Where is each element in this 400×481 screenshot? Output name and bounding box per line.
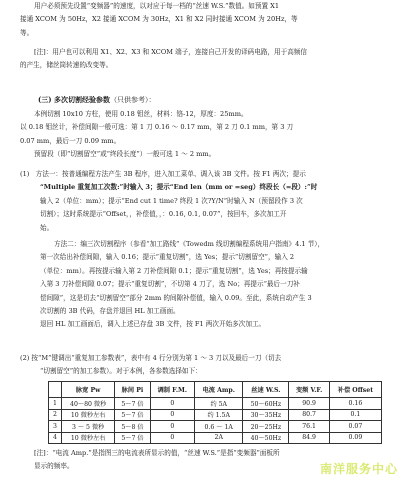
text-line: “切割留空”的加工参数）。对于本例，各参数选择如下：	[40, 367, 202, 376]
table-cell: 50～60Hz	[243, 398, 289, 410]
section-heading	[38, 95, 156, 105]
table-cell: 76.1	[289, 421, 329, 433]
table-cell: 84.9	[289, 432, 329, 444]
text-line: “Multiple 重复加工次数:”时输入 3；提示“End len（mm or =seg）终段长（=段）:”时	[40, 183, 318, 192]
table-cell: 40～50Hz	[243, 432, 289, 444]
text-line: 显示的频率。	[34, 462, 74, 471]
table-cell: 2	[49, 409, 62, 421]
text-line: 接通 XCOM 为 50Hz，X2 接通 XCOM 为 30Hz，X1 和 X2 同时接通 XCOM 为 20Hz，等	[20, 15, 298, 24]
table-header: 补偿 Offset	[329, 382, 381, 398]
table-cell: 3 ～ 5 微秒	[62, 421, 115, 433]
text-line: 始。	[40, 223, 54, 232]
text-line: 次切割的 3B 代码，存盘并退回 HL 加工画面。	[40, 307, 180, 316]
table-cell: 5～8 倍	[115, 421, 150, 433]
note-paragraph	[20, 46, 380, 73]
params-paragraph	[20, 108, 380, 162]
watermark-logo: 南洋服务中心	[319, 462, 398, 476]
table-cell: 0.07	[329, 421, 381, 433]
text-line: 用户必须预先设置“变频器”的速度，以对应于每一档的“丝速 W.S.”数值。如预置 X1	[34, 2, 280, 10]
table-cell: 10 微秒左右	[62, 432, 115, 444]
text-line: 的产生，储丝筒转速的改变等。	[20, 61, 113, 70]
table-cell: 2A	[195, 432, 243, 444]
text-line: 切割）；这时系统提示“Offset，，补偿值，，：0.16, 0.1, 0.07”，按回车，多次加工开	[40, 210, 287, 219]
table-row	[49, 421, 382, 433]
repeat-params-table	[48, 381, 382, 444]
table-header: 调制 F.M.	[150, 382, 195, 398]
method-one-paragraph	[20, 168, 380, 235]
table-header: 电流 Amp.	[195, 382, 243, 398]
text-line: 输入 2（单位：mm）；提示“End cut 1 time? 终段 1 次?Y/N”时输入 N（预留段作 3 次	[40, 196, 303, 205]
text-line: [注]：“电流 Amp.”是指图三的电流表所显示的值，“丝速 W.S.”是指“变频器”面板所	[34, 449, 280, 457]
text-line: 0.07 mm，最后一刀 0.09 mm。	[20, 136, 121, 145]
text-line: 方法二：编三次切割程序（参看“加工路线”《Towedm 线切割编程系统用户指南》4.1 节），	[54, 240, 325, 248]
table-header: 脉宽 Pw	[62, 382, 115, 398]
table-cell: 5～7 倍	[115, 432, 150, 444]
table-cell: 1	[49, 398, 62, 410]
text-line: (2) 按“M”键调出“重复加工参数表”，表中有 4 行分别为第 1 ～ 3 刀以及最后一刀（切去	[20, 354, 282, 362]
table-cell: 40～80 微秒	[62, 398, 115, 410]
text-line: 第一次给出补偿间隙，输入 0.16；提示“重复切割”，选 Yes；提示“切割留空”，输入 2	[40, 253, 295, 262]
table-header: 变频 V.F.	[289, 382, 329, 398]
table-cell: 0.16	[329, 398, 381, 410]
table-cell: 90.9	[289, 398, 329, 410]
intro-paragraph	[20, 0, 380, 40]
step-two-paragraph	[20, 352, 380, 379]
section-title: (三) 多次切割经验参数	[38, 95, 111, 104]
text-line: 退回 HL 加工画面后，调入上述已存盘 3B 文件，按 F1 两次开始多次加工。	[40, 320, 266, 329]
table-cell: 0	[150, 421, 195, 433]
text-line: 预留段（即“切割留空”或“终段长度”）一般可选 1 ～ 2 mm。	[34, 150, 216, 159]
section-subtitle: （只供参考）：	[110, 96, 156, 104]
table-cell: 3	[49, 421, 62, 433]
table-cell: 0	[150, 432, 195, 444]
table-cell: 5～7 倍	[115, 398, 150, 410]
table-cell: 0	[150, 409, 195, 421]
table-cell: 30～35Hz	[243, 409, 289, 421]
text-line: 以 0.18 钼丝计，补偿间隙一般可选：第 1 刀 0.16 ～ 0.17 mm，第 2 刀 0.1 mm，第 3 刀	[20, 123, 294, 132]
table-row	[49, 409, 382, 421]
method-one-text: 方法一：按普通编程方法产生 3B 程序，进入加工菜单、调入该 3B 文件。按 F1 两次；提示	[35, 170, 306, 178]
table-header-row	[49, 382, 382, 398]
table-row	[49, 398, 382, 410]
method-two-paragraph	[20, 238, 380, 332]
table-cell: 0	[150, 398, 195, 410]
text-line: [注]：用户也可以利用 X1、X2、X3 和 XCOM 端子，连接自己开发的译码电路，用于高频信	[34, 48, 307, 56]
text-line: 本例切割 10x10 方柱，使用 0.18 钼丝，材料：铬-12，厚度：25mm。	[34, 110, 248, 118]
table-header	[49, 382, 62, 398]
text-line: 等。	[20, 28, 34, 37]
text-line: (1) 方法一：按普通编程方法产生 3B 程序，进入加工菜单、调入该 3B 文件。按 F1 两次；提示	[20, 170, 306, 178]
table-cell: 10 微秒左右	[62, 409, 115, 421]
table-cell: 约 1.5A	[195, 409, 243, 421]
table-cell: 0.6 ～ 1A	[195, 421, 243, 433]
table-header: 丝速 W.S.	[243, 382, 289, 398]
text-line: （单位：mm）。再按提示输入第 2 刀补偿间隙 0.1；提示“重复切割”，选 Yes；再按提示输	[40, 266, 308, 275]
table-cell: 0.1	[329, 409, 381, 421]
text-line: 入第 3 刀补偿间隙 0.07；提示“重复切割”，不切第 4 刀了，选 No；再提示“最后一刀补	[40, 280, 300, 289]
table-cell: 20～25Hz	[243, 421, 289, 433]
table-cell: 4	[49, 432, 62, 444]
table-cell: 80.7	[289, 409, 329, 421]
text-line: 偿间隙”，这是切去“切割留空”部分 2mm 的间隙补偿值，输入 0.09。至此，系统自动产生 3	[40, 293, 312, 302]
table-cell: 约 5A	[195, 398, 243, 410]
table-cell: 0.09	[329, 432, 381, 444]
table-row	[49, 432, 382, 444]
table-cell: 5～7 倍	[115, 409, 150, 421]
table-header: 脉间 Pi	[115, 382, 150, 398]
